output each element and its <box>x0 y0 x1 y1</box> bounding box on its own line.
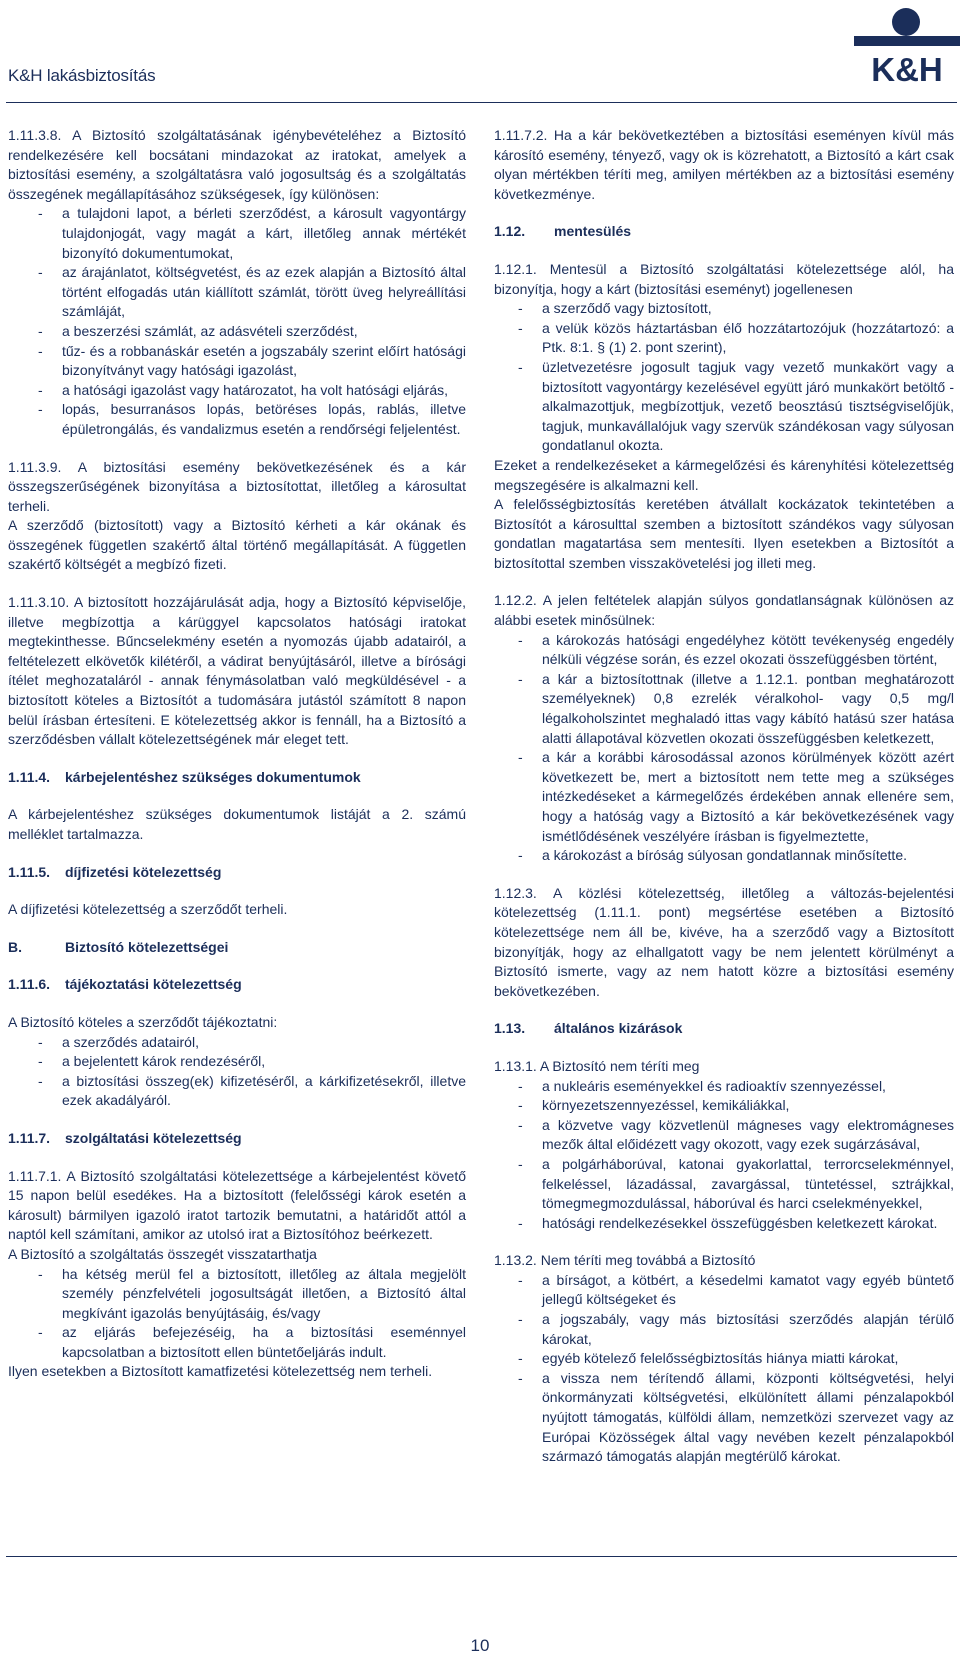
paragraph: 1.12.1. Mentesül a Biztosító szolgáltatási kötelezettsége alól, ha bizonyítja, hogy a kárt (biztosítási eseményt) jogellenesen <box>494 260 954 297</box>
paragraph: A kárbejelentéshez szükséges dokumentumok listáját a 2. számú melléklet tartalmazza. <box>8 806 466 842</box>
list-item: - a biztosítási összeg(ek) kifizetéséről, a kárkifizetésekről, illetve ezek akadályáról. <box>38 1072 466 1109</box>
list-item: - a szerződés adatairól, <box>38 1033 199 1050</box>
list-item: - a közvetve vagy közvetlenül mágneses vagy elektromágneses mezők által előidézett vagy okozott, vagy ezek sugárzásával, <box>518 1116 954 1153</box>
list-item: - a bírságot, a kötbért, a késedelmi kamatot vagy egyéb büntető jellegű költségeket és <box>518 1271 954 1308</box>
paragraph: A Biztosító köteles a szerződőt tájékoztatni: <box>8 1013 278 1030</box>
paragraph: 1.11.3.10. A biztosított hozzájárulását adja, hogy a Biztosító képviselője, illetve megbízottja a kárüggyel kapcsolatos hatósági iratokat megtekinthesse. Bűncselekmény esetén a nyomozás újabb adatairól, a feltételezett elkövetők kilétéről, a vádirat benyújtásáról, illetve a bírósági ítélet meghozataláról - annak fénymásolatban való megküldésével - a biztosított köteles a Biztosítót a tudomására jutástól számított 8 napon belül írásban értesíteni. E kötelezettség akkor is fennáll, ha a Biztosító a szerződésben vállalt kötelezettségének már eleget tett. <box>8 594 466 748</box>
list-item: - tűz- és a robbanáskár esetén a jogszabály szerint előírt hatósági bizonyítványt vagy hatósági igazolást, <box>38 342 466 379</box>
paragraph: A díjfizetési kötelezettség a szerződőt terheli. <box>8 901 288 918</box>
list-item: - a kár a korábbi károsodással azonos körülmények között azért következett be, mert a biztosított nem tette meg a szükséges intézkedéseket a kármegelőzés érdekében annak ellenére sem, hogy a hatóság vagy a Biztosító a kár bekövetkezésének vagy ismétlődésének veszélyére írásban is figyelmeztette, <box>518 749 954 844</box>
logo-text: K&H <box>871 51 943 86</box>
section-heading: 1.11.4. kárbejelentéshez szükséges dokumentumok <box>8 768 361 785</box>
paragraph: 1.12.2. A jelen feltételek alapján súlyos gondatlanságnak különösen az alábbi esetek minősülnek: <box>494 592 954 629</box>
list-item: - üzletvezetésre jogosult tagjuk vagy vezető munkakört vagy a biztosított vagyontárgy kezelésével együtt járó munkakört betöltő - alkalmazottjuk, megbízottjuk, vezető beosztású tisztségviselőjük, tagjuk, munkavállalójuk vagy szervük szándékosan vagy súlyosan gondatlanul okozta. <box>518 358 954 454</box>
header-rule <box>6 102 957 103</box>
section-heading: 1.11.7. szolgáltatási kötelezettség <box>8 1129 242 1146</box>
footer-rule <box>6 1556 957 1557</box>
paragraph: 1.12.3. A közlési kötelezettség, illetőleg a változás-bejelentési kötelezettség (1.11.1. pont) megsértése esetében a Biztosító kötelezettsége nem áll be, kivéve, ha a szerződő vagy a Biztosított bizonyítják, hogy az elhallgatott vagy be nem jelentett körülményt a Biztosító ismerte, vagy az nem hatott közre a biztosítási esemény bekövetkezében. <box>494 884 954 999</box>
section-heading: B. Biztosító kötelezettségei <box>8 938 229 955</box>
paragraph: 1.11.3.8. A Biztosító szolgáltatásának igénybevételéhez a Biztosító rendelkezésére kell bocsátani mindazokat az iratokat, amelyek a biztosítási esemény, a szolgáltatásra való jogosultság és a szolgáltatás összegének megállapításához szükségesek, így különösen: <box>8 127 466 202</box>
paragraph: 1.11.3.9. A biztosítási esemény bekövetkezésének és a kár összegszerűségének bizonyítása a biztosítottat, illetőleg a károsultat terheli. <box>8 458 466 514</box>
paragraph: A felelősségbiztosítás keretében átvállalt kockázatok tekintetében a Biztosítót a károsulttal szemben a biztosított szándékos vagy súlyosan gondatlan magatartása sem mentesíti. Ilyen esetekben a Biztosítót a biztosítottal szemben visszakövetelési jog illeti meg. <box>494 496 954 571</box>
kh-logo <box>850 0 960 86</box>
paragraph: 1.11.7.1. A Biztosító szolgáltatási kötelezettsége a kárbejelentést követő 15 napon belül esedékes. Ha a biztosított (felelősségi károk esetén a károsult) bármilyen igazoló iratot tartozik bemutatni, a határidőt attól a naptól kell számítani, amikor az utolsó irat a Biztosítóhoz beérkezett. <box>8 1167 466 1243</box>
paragraph: 1.13.2. Nem téríti meg továbbá a Biztosító <box>494 1252 756 1269</box>
paragraph: 1.13.1. A Biztosító nem téríti meg <box>494 1057 700 1074</box>
section-heading: 1.11.6. tájékoztatási kötelezettség <box>8 976 242 993</box>
document-title: K&H lakásbiztosítás <box>8 66 156 85</box>
list-item: - a nukleáris eseményekkel és radioaktív szennyezéssel, <box>518 1077 886 1094</box>
paragraph: A szerződő (biztosított) vagy a Biztosító kérheti a kár okának és összegének független szakértő által történő megállapítását. A független szakértő költségét a megbízó fizeti. <box>8 517 466 573</box>
list-item: - a károkozás hatósági engedélyhez kötött tevékenység engedély nélküli végzése során, és ezzel okozati összefüggésben történt, <box>518 631 954 668</box>
list-item: - környezetszennyezéssel, kemikáliákkal, <box>518 1097 790 1114</box>
list-item: - hatósági rendelkezésekkel összefüggésben keletkezett károkat. <box>518 1214 938 1231</box>
paragraph: 1.11.7.2. Ha a kár bekövetkeztében a biztosítási eseményen kívül más károsító esemény, tényező, vagy ok is közrehatott, a Biztosító a kárt csak olyan mértékben téríti meg, amilyen mértékben az a biztosítási esemény következménye. <box>494 127 954 202</box>
section-heading: 1.11.5. díjfizetési kötelezettség <box>8 863 222 880</box>
list-item: - ha kétség merül fel a biztosított, illetőleg az általa megjelölt személy pénzfelvételi jogosultságát illetően, a Biztosító által megkívánt igazolás benyújtásáig, és/vagy <box>38 1265 466 1321</box>
list-item: - az eljárás befejezéséig, ha a biztosítási eseménnyel kapcsolatban a biztosított ellen büntetőeljárás indult. <box>38 1324 466 1360</box>
list-item: - a hatósági igazolást vagy határozatot, ha volt hatósági eljárás, <box>38 381 449 398</box>
list-item: - az árajánlatot, költségvetést, és az ezek alapján a Biztosító által történt elfogadás után kiállított számlát, törött üveg helyreállítási számláját, <box>38 264 466 320</box>
list-item: - a polgárháborúval, katonai gyakorlattal, terrorcselekménnyel, felkeléssel, lázadással, zavargással, tüntetéssel, sztrájkkal, tömegmegmozdulással, háborúval és harci cselekményekkel, <box>518 1155 954 1212</box>
section-heading: 1.13. általános kizárások <box>494 1020 683 1037</box>
list-item: - a velük közös háztartásban élő hozzátartozójuk (hozzátartozó: a Ptk. 8:1. § (1) 2. pont szerint), <box>518 319 954 356</box>
paragraph: Ilyen esetekben a Biztosított kamatfizetési kötelezettség nem terheli. <box>8 1363 433 1380</box>
right-column <box>494 126 954 1467</box>
list-item: - a kár a biztosítottnak (illetve a 1.12.1. pontban meghatározott személyeknek) 0,8 ezrelék véralkohol- vagy 0,5 mg/l légalkoholszintet meghaladó ittas vagy kábító hatású szer hatása alatti állapotával közvetlen okozati összefüggésben keletkezett, <box>518 670 954 746</box>
list-item: - lopás, besurranásos lopás, betöréses lopás, rablás, illetve épületrongálás, és vandalizmus esetén a rendőrségi feljelentést. <box>38 401 466 437</box>
paragraph: A Biztosító a szolgáltatás összegét visszatarthatja <box>8 1245 317 1262</box>
section-heading: 1.12. mentesülés <box>494 223 632 240</box>
paragraph: Ezeket a rendelkezéseket a kármegelőzési és kárenyhítési kötelezettség megszegésére is alkalmazni kell. <box>494 456 954 493</box>
list-item: - a károkozást a bíróság súlyosan gondatlannak minősítette. <box>518 847 907 864</box>
page-number: 10 <box>470 1636 490 1655</box>
list-item: - a jogszabály, vagy más biztosítási szerződés alapján térülő károkat, <box>518 1311 954 1347</box>
list-item: - egyéb kötelező felelősségbiztosítás hiánya miatti károkat, <box>518 1350 899 1367</box>
list-item: - a szerződő vagy biztosított, <box>518 300 712 317</box>
list-item: - a bejelentett károk rendezéséről, <box>38 1053 266 1070</box>
list-item: - a tulajdoni lapot, a bérleti szerződést, a károsult vagyontárgy tulajdonjogát, vagy magát a kárt, illetőleg annak mértékét bizonyító dokumentumokat, <box>38 205 466 261</box>
list-item: - a beszerzési számlát, az adásvételi szerződést, <box>38 322 358 339</box>
list-item: - a vissza nem térítendő állami, központi költségvetési, helyi önkormányzati költségvetési, elkülönített állami pénzalapokból nyújtott támogatás, külföldi állam, nemzetközi szervezet vagy az Európai Közösségek által vagy nevében kezelt pénzalapokból származó támogatás alapján megtérülő károkat. <box>518 1369 954 1465</box>
left-column <box>8 126 466 1382</box>
